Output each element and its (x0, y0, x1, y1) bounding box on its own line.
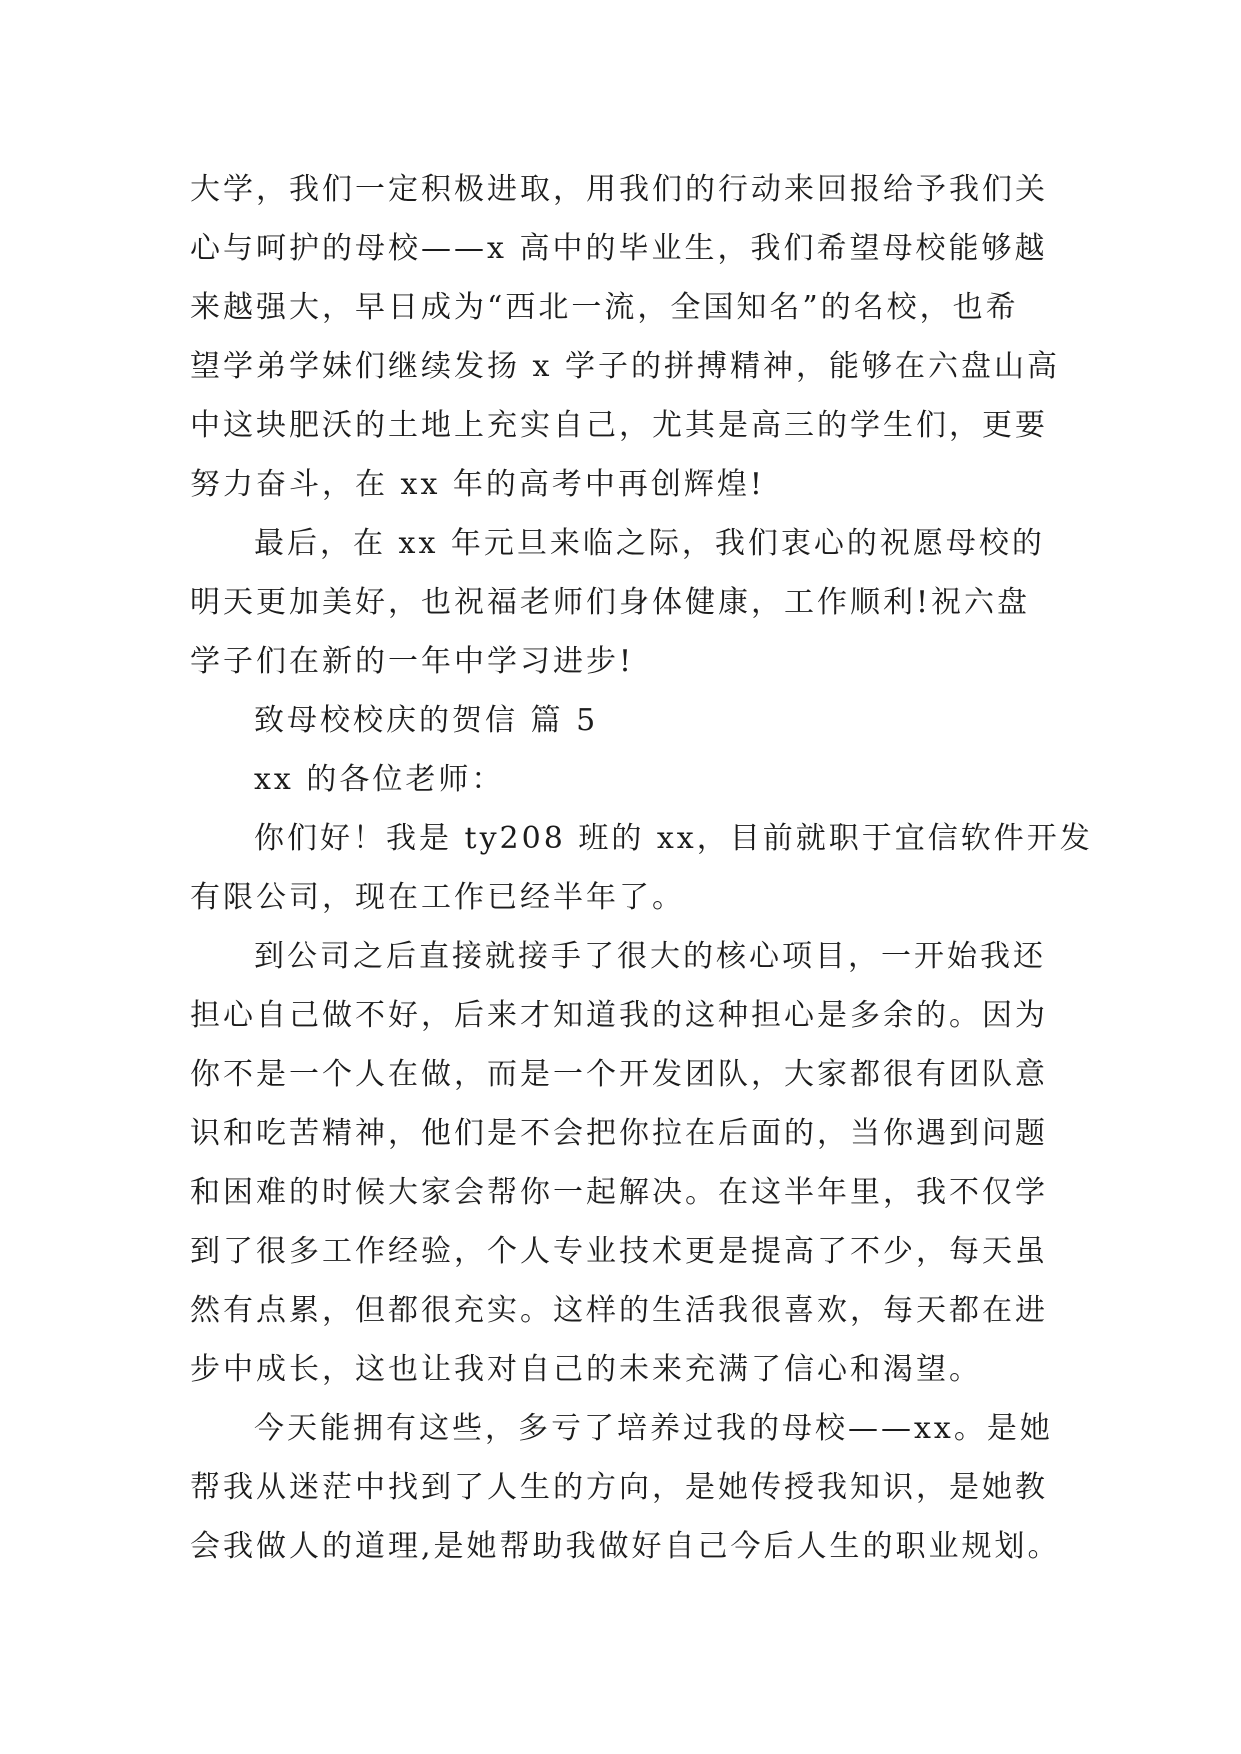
salutation: xx 的各位老师： (254, 762, 505, 797)
document-body (190, 160, 1093, 1576)
text-line: 识和吃苦精神，他们是不会把你拉在后面的，当你遇到问题 (190, 1116, 1048, 1151)
paragraph-start-line: 今天能拥有这些，多亏了培养过我的母校——xx。是她 (254, 1411, 1053, 1446)
text-line: 和困难的时候大家会帮你一起解决。在这半年里，我不仅学 (190, 1175, 1048, 1210)
text-line: 然有点累，但都很充实。这样的生活我很喜欢，每天都在进 (190, 1293, 1048, 1328)
text-line: 中这块肥沃的土地上充实自己，尤其是高三的学生们，更要 (190, 408, 1048, 443)
text-line: 望学弟学妹们继续发扬 x 学子的拼搏精神，能够在六盘山高 (190, 349, 1060, 384)
paragraph-start-line: 你们好！我是 ty208 班的 xx，目前就职于宜信软件开发 (254, 821, 1093, 856)
text-line: 学子们在新的一年中学习进步! (190, 644, 635, 679)
text-line: 心与呵护的母校——x 高中的毕业生，我们希望母校能够越 (190, 231, 1048, 266)
text-line: 你不是一个人在做，而是一个开发团队，大家都很有团队意 (190, 1057, 1048, 1092)
section-heading: 致母校校庆的贺信 篇 5 (254, 703, 599, 738)
text-line: 担心自己做不好，后来才知道我的这种担心是多余的。因为 (190, 998, 1048, 1033)
text-line: 帮我从迷茫中找到了人生的方向，是她传授我知识，是她教 (190, 1470, 1048, 1505)
paragraph-start-line: 最后，在 xx 年元旦来临之际，我们衷心的祝愿母校的 (254, 526, 1045, 561)
text-line: 步中成长，这也让我对自己的未来充满了信心和渴望。 (190, 1352, 982, 1387)
text-line: 到了很多工作经验，个人专业技术更是提高了不少，每天虽 (190, 1234, 1048, 1269)
text-line: 大学，我们一定积极进取，用我们的行动来回报给予我们关 (190, 172, 1048, 207)
paragraph-start-line: 到公司之后直接就接手了很大的核心项目，一开始我还 (254, 939, 1046, 974)
text-line: 明天更加美好，也祝福老师们身体健康，工作顺利!祝六盘 (190, 585, 1031, 620)
text-line: 努力奋斗，在 xx 年的高考中再创辉煌! (190, 467, 765, 502)
text-line: 会我做人的道理,是她帮助我做好自己今后人生的职业规划。 (190, 1529, 1061, 1564)
text-line: 来越强大，早日成为“西北一流，全国知名”的名校，也希 (190, 290, 1019, 325)
text-line: 有限公司，现在工作已经半年了。 (190, 880, 685, 915)
